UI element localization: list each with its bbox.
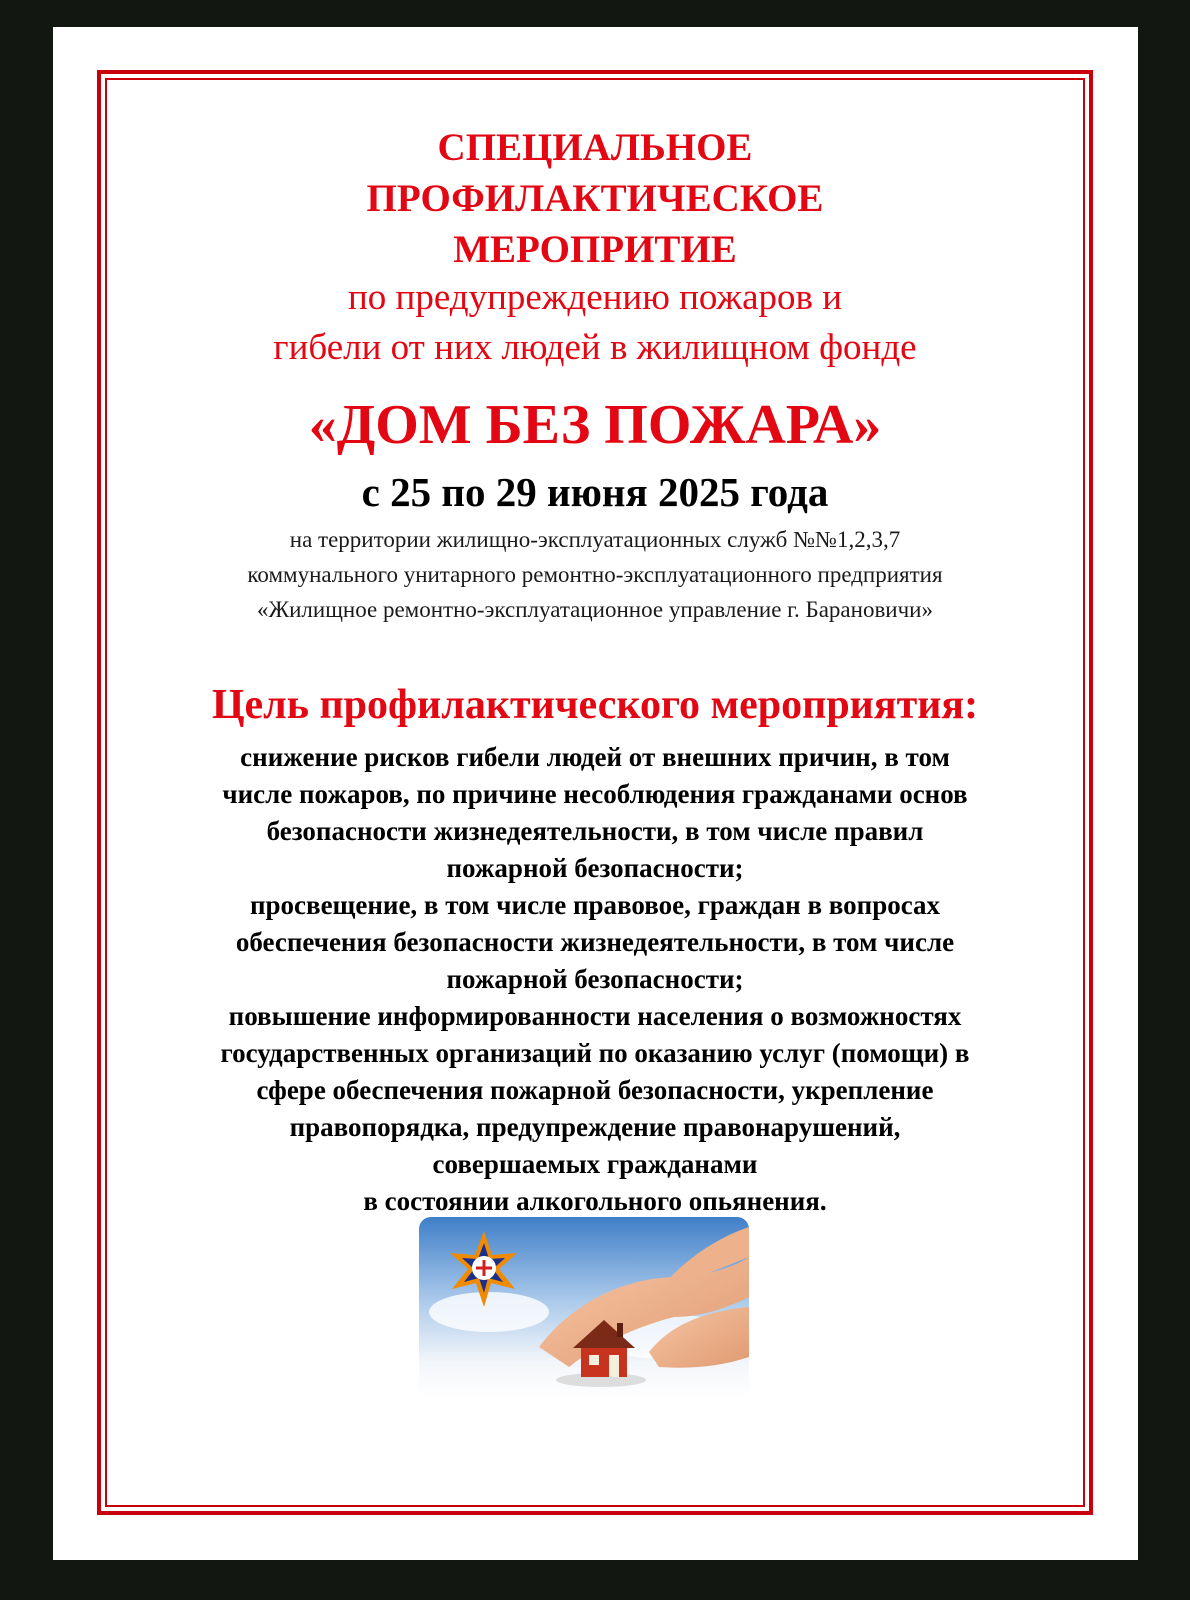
- protected-house-picture: [419, 1217, 749, 1399]
- location-line: коммунального унитарного ремонтно-эксплуатационного предприятия: [247, 562, 943, 587]
- goal-line: безопасности жизнедеятельности, в том числе правил: [266, 816, 924, 846]
- goal-line: повышение информированности населения о возможностях: [228, 1001, 962, 1031]
- subheading-line: по предупреждению пожаров и: [347, 277, 843, 318]
- heading-line: СПЕЦИАЛЬНОЕ: [437, 126, 753, 169]
- heading-line: МЕРОПРИТИЕ: [453, 228, 737, 271]
- goal-line: совершаемых гражданами: [432, 1149, 758, 1179]
- goal-heading: Цель профилактического мероприятия:: [211, 682, 979, 728]
- poster-subheading: [101, 273, 1089, 373]
- goal-line: пожарной безопасности;: [446, 964, 744, 994]
- goal-line: обеспечения безопасности жизнедеятельности, в том числе: [235, 927, 955, 957]
- goal-line: пожарной безопасности;: [446, 853, 744, 883]
- poster-heading: [101, 122, 1089, 275]
- goal-line: государственных организаций по оказанию услуг (помощи) в: [220, 1038, 970, 1068]
- subheading-line: гибели от них людей в жилищном фонде: [273, 327, 917, 368]
- poster-frame: [97, 70, 1093, 1515]
- goal-line: сфере обеспечения пожарной безопасности, укрепление: [256, 1075, 934, 1105]
- goal-line: правопорядка, предупреждение правонарушений,: [289, 1112, 901, 1142]
- goal-line: числе пожаров, по причине несоблюдения гражданами основ: [222, 779, 968, 809]
- location-line: на территории жилищно-эксплуатационных служб №№1,2,3,7: [289, 527, 901, 552]
- goal-line: снижение рисков гибели людей от внешних причин, в том: [240, 742, 950, 772]
- campaign-title: «ДОМ БЕЗ ПОЖАРА»: [308, 394, 882, 456]
- heading-line: ПРОФИЛАКТИЧЕСКОЕ: [366, 177, 824, 220]
- goal-line: просвещение, в том числе правовое, граждан в вопросах: [249, 890, 941, 920]
- campaign-location: [101, 522, 1089, 627]
- location-line: «Жилищное ремонтно-эксплуатационное управление г. Барановичи»: [257, 597, 933, 622]
- goal-line: в состоянии алкогольного опьянения.: [363, 1186, 827, 1216]
- protected-house-illustration: [419, 1217, 749, 1399]
- campaign-dates: с 25 по 29 июня 2025 года: [361, 469, 829, 515]
- goal-text: [121, 739, 1069, 1220]
